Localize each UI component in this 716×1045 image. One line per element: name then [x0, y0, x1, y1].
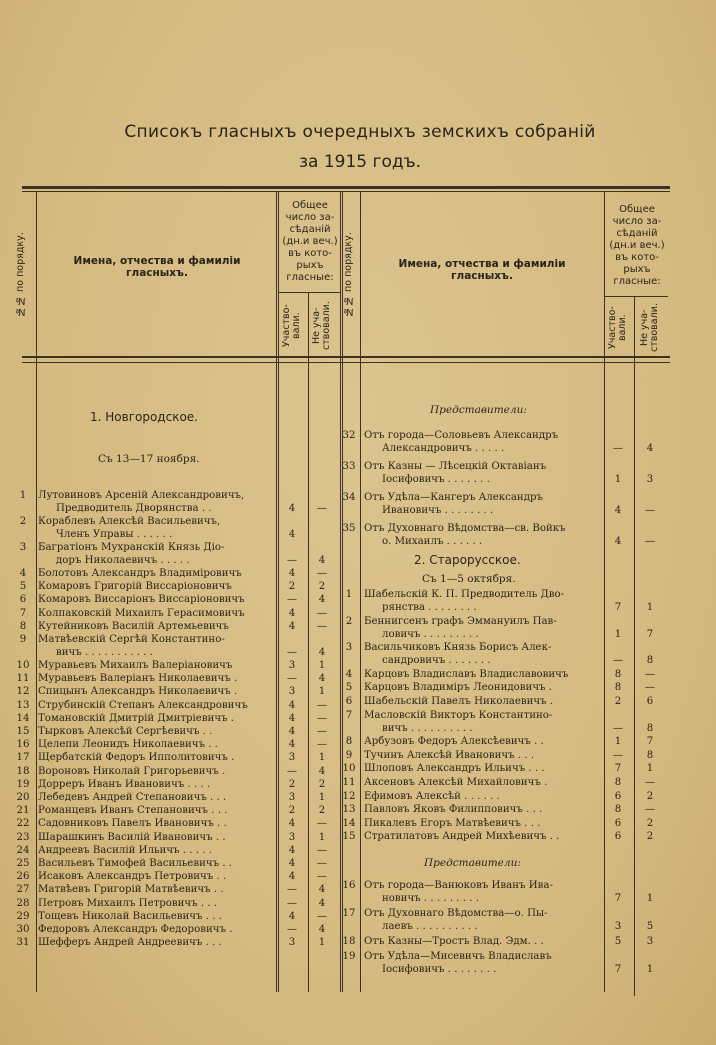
- sessions-attended: 7: [614, 964, 622, 975]
- sessions-attended: —: [286, 594, 298, 606]
- member-name: Ефимовъ Алексѣй . . . . . .: [364, 790, 500, 802]
- sessions-missed: 4: [318, 765, 326, 777]
- row-number: 18: [342, 936, 356, 947]
- sessions-attended: 3: [288, 831, 296, 843]
- member-name-continued: Предводитель Дворянства . .: [56, 502, 212, 514]
- member-name-continued: Ивановичъ . . . . . . . .: [382, 505, 494, 516]
- row-number: 24: [16, 844, 30, 856]
- sessions-attended: —: [286, 673, 298, 685]
- row-number: 22: [16, 818, 30, 830]
- row-number: 4: [345, 668, 353, 680]
- sessions-attended: 4: [288, 844, 296, 856]
- member-name: Пикалевъ Егоръ Матвѣевичъ . . .: [364, 817, 541, 829]
- sessions-missed: —: [316, 818, 328, 830]
- row-number: 17: [342, 908, 356, 919]
- member-name: Тырковъ Алексѣй Сергѣевичъ . .: [38, 726, 213, 737]
- sessions-missed: 1: [318, 686, 326, 698]
- sessions-attended: 4: [288, 607, 296, 619]
- row-number: 35: [342, 523, 356, 534]
- sessions-attended: 3: [288, 660, 296, 671]
- sessions-missed: 2: [646, 790, 654, 802]
- member-name-continued: ловичъ . . . . . . . . .: [382, 628, 479, 640]
- sessions-missed: 1: [646, 602, 654, 613]
- sessions-attended: —: [286, 897, 298, 909]
- sessions-attended: 2: [288, 581, 296, 593]
- sessions-missed: 4: [318, 897, 326, 909]
- row-number: 1: [19, 490, 27, 501]
- sessions-missed: 1: [318, 752, 326, 764]
- sessions-attended: 2: [614, 696, 622, 707]
- row-number: 5: [19, 581, 27, 593]
- row-number: 17: [16, 752, 30, 764]
- member-name-continued: сандровичъ . . . . . . .: [382, 655, 491, 667]
- table-header-rule-thin: [22, 362, 670, 363]
- row-number: 16: [342, 880, 356, 891]
- sessions-missed: 1: [646, 893, 654, 904]
- sessions-attended: 4: [288, 620, 296, 632]
- member-name: Комаровъ Григорій Виссаріоновичъ: [38, 581, 232, 593]
- row-number: 7: [345, 709, 353, 721]
- sessions-missed: 7: [646, 628, 654, 640]
- row-number: 19: [342, 951, 356, 962]
- sessions-attended: 2: [288, 778, 296, 790]
- member-name-continued: вичъ . . . . . . . . . .: [382, 722, 473, 734]
- sessions-attended: 4: [288, 699, 296, 711]
- member-name: Стратилатовъ Андрей Михѣевичъ . .: [364, 831, 560, 843]
- sessions-missed: —: [644, 777, 656, 788]
- section-starorusskoe-heading: 2. Старорусское.: [414, 553, 521, 567]
- member-name: Струбинскій Степанъ Александровичъ: [38, 699, 248, 711]
- row-number: 15: [342, 831, 356, 843]
- sessions-missed: 4: [318, 646, 326, 658]
- member-name-continued: Іосифовичъ . . . . . . . .: [382, 964, 497, 975]
- row-number: 30: [16, 924, 30, 935]
- sessions-attended: 3: [614, 921, 622, 932]
- row-number: 14: [16, 712, 30, 724]
- row-number: 11: [16, 673, 30, 685]
- row-number: 21: [16, 805, 30, 817]
- member-name: Петровъ Михаилъ Петровичъ . . .: [38, 897, 218, 909]
- row-number: 10: [16, 660, 30, 671]
- right-col-divider-3: [634, 296, 635, 996]
- member-name: Шефферъ Андрей Андреевичъ . . .: [38, 937, 222, 949]
- sessions-missed: 2: [318, 581, 326, 593]
- sessions-attended: 8: [614, 668, 622, 680]
- member-name: Карцовъ Владиміръ Леонидовичъ .: [364, 682, 553, 694]
- member-name-continued: рянства . . . . . . . .: [382, 602, 477, 613]
- sessions-missed: 4: [318, 673, 326, 685]
- sessions-missed: 2: [318, 778, 326, 790]
- row-number: 34: [342, 492, 356, 503]
- right-col-took-header: Участво-вали.: [607, 306, 628, 350]
- left-col-divider-2b: [278, 192, 279, 992]
- member-name-continued: Іосифовичъ . . . . . . .: [382, 474, 490, 485]
- left-col-names-header: Имена, отчества и фамиліи гласныхъ.: [73, 255, 241, 279]
- row-number: 31: [16, 937, 30, 949]
- row-number: 4: [19, 568, 27, 579]
- sessions-missed: 8: [646, 749, 654, 761]
- left-col-took-header: Участво-вали.: [281, 304, 302, 348]
- sessions-attended: 4: [288, 818, 296, 830]
- row-number: 28: [16, 897, 30, 909]
- sessions-missed: —: [316, 712, 328, 724]
- row-number: 33: [342, 461, 356, 472]
- sessions-attended: 4: [288, 858, 296, 869]
- page-title: Списокъ гласныхъ очередныхъ земскихъ собраній: [124, 122, 596, 142]
- member-name: Кораблевъ Алексѣй Васильевичъ,: [38, 516, 221, 527]
- sessions-attended: —: [612, 443, 624, 454]
- sessions-attended: 6: [614, 817, 622, 829]
- left-col-number-header: №№ по порядку.: [15, 232, 26, 318]
- sessions-missed: —: [316, 858, 328, 869]
- sessions-attended: 8: [614, 804, 622, 816]
- sessions-missed: —: [316, 844, 328, 856]
- sessions-attended: 3: [288, 792, 296, 803]
- sessions-missed: —: [316, 502, 328, 514]
- row-number: 32: [342, 430, 356, 441]
- member-name: Спицынъ Александръ Николаевичъ .: [38, 686, 238, 698]
- row-number: 27: [16, 884, 30, 896]
- member-name: Отъ Удѣла—Мисевичъ Владиславъ: [364, 951, 552, 962]
- row-number: 8: [19, 620, 27, 632]
- row-number: 20: [16, 792, 30, 803]
- member-name-continued: Александровичъ . . . . .: [382, 443, 505, 454]
- sessions-missed: 3: [646, 474, 654, 485]
- right-col-not-header: Не уча-ствовали.: [639, 303, 660, 353]
- left-col-total-header: Общее число за-сѣданій (дн.и веч.) въ кото-рыхъ гласные:: [282, 200, 338, 283]
- member-name-continued: Членъ Управы . . . . . .: [56, 528, 173, 540]
- sessions-attended: 1: [614, 474, 622, 485]
- member-name: Шабельскій К. П. Предводитель Дво-: [364, 589, 565, 600]
- sessions-attended: 6: [614, 831, 622, 843]
- member-name: Отъ Духовнаго Вѣдомства—св. Войкъ: [364, 523, 566, 534]
- member-name: Отъ Казны — Лѣсецкій Октавіанъ: [364, 461, 547, 472]
- sessions-missed: 2: [646, 831, 654, 843]
- member-name: Шарашкинъ Василій Ивановичъ . .: [38, 831, 226, 843]
- sessions-attended: 4: [288, 712, 296, 724]
- sessions-attended: 4: [614, 505, 622, 516]
- member-name: Андреевъ Василій Ильичъ . . . . .: [38, 844, 212, 856]
- sessions-missed: 4: [318, 884, 326, 896]
- member-name: Муравьевъ Валеріанъ Николаевичъ .: [38, 673, 238, 685]
- sessions-missed: 2: [646, 817, 654, 829]
- sessions-missed: 8: [646, 655, 654, 667]
- row-number: 7: [19, 607, 27, 619]
- sessions-missed: 1: [646, 964, 654, 975]
- member-name: Васильчиковъ Князь Борисъ Алек-: [364, 642, 552, 654]
- sessions-missed: 4: [318, 924, 326, 935]
- sessions-missed: —: [644, 536, 656, 547]
- member-name-continued: лаевъ . . . . . . . . . .: [382, 921, 478, 932]
- sessions-missed: —: [316, 607, 328, 619]
- sessions-attended: —: [286, 924, 298, 935]
- row-number: 5: [345, 682, 353, 694]
- sessions-missed: 8: [646, 722, 654, 734]
- member-name: Комаровъ Виссаріонъ Виссаріоновичъ: [38, 594, 245, 606]
- left-subheader-rule: [278, 292, 340, 293]
- sessions-attended: 4: [288, 528, 296, 540]
- sessions-missed: 6: [646, 696, 654, 707]
- right-col-divider-1: [360, 192, 361, 992]
- member-name: Дорреръ Иванъ Ивановичъ . . . .: [38, 778, 211, 790]
- member-name: Кутейниковъ Василій Артемьевичъ: [38, 620, 229, 632]
- sessions-missed: 7: [646, 736, 654, 748]
- right-subheader-rule: [604, 296, 668, 297]
- member-name: Лебедевъ Андрей Степановичъ . . .: [38, 792, 227, 803]
- row-number: 12: [16, 686, 30, 698]
- sessions-attended: —: [612, 749, 624, 761]
- row-number: 13: [342, 804, 356, 816]
- row-number: 2: [19, 516, 27, 527]
- member-name: Тощевъ Николай Васильевичъ . . .: [38, 910, 222, 922]
- sessions-missed: —: [644, 682, 656, 694]
- sessions-attended: —: [612, 722, 624, 734]
- sessions-missed: —: [316, 739, 328, 751]
- table-top-rule-thin: [22, 191, 670, 192]
- right-col-total-header: Общее число за-сѣданій (дн.и веч.) въ кото-рыхъ гласные:: [609, 204, 665, 287]
- right-col-names-header: Имена, отчества и фамиліи гласныхъ.: [398, 258, 566, 282]
- member-name: Отъ города—Ванюковъ Иванъ Ива-: [364, 880, 553, 891]
- left-col-not-header: Не уча-ствовали.: [311, 301, 332, 351]
- member-name: Беннигсенъ графъ Эммануилъ Пав-: [364, 615, 557, 627]
- member-name: Вороновъ Николай Григорьевичъ .: [38, 765, 226, 777]
- row-number: 11: [342, 777, 356, 788]
- sessions-missed: 1: [318, 792, 326, 803]
- row-number: 19: [16, 778, 30, 790]
- sessions-attended: 7: [614, 763, 622, 775]
- row-number: 13: [16, 699, 30, 711]
- left-col-divider-1: [36, 192, 37, 992]
- sessions-missed: 3: [646, 936, 654, 947]
- member-name: Отъ Казны—Тростъ Влад. Эдм. . .: [364, 936, 544, 947]
- sessions-attended: 4: [288, 726, 296, 737]
- sessions-missed: 1: [646, 763, 654, 775]
- sessions-attended: 3: [288, 686, 296, 698]
- row-number: 2: [345, 615, 353, 627]
- member-name: Романцевъ Иванъ Степановичъ . . .: [38, 805, 228, 817]
- sessions-missed: —: [316, 871, 328, 883]
- member-name-continued: доръ Николаевичъ . . . . .: [56, 554, 190, 566]
- member-name: Аксеновъ Алексѣй Михайловичъ .: [364, 777, 548, 788]
- member-name: Павловъ Яковъ Филипповичъ . . .: [364, 804, 543, 816]
- sessions-missed: —: [644, 804, 656, 816]
- sessions-attended: —: [286, 884, 298, 896]
- row-number: 6: [345, 696, 353, 707]
- sessions-missed: 1: [318, 831, 326, 843]
- sessions-missed: —: [316, 910, 328, 922]
- section-novgorod-dates: Съ 13—17 ноября.: [98, 453, 200, 465]
- table-header-rule: [22, 356, 670, 358]
- sessions-attended: 8: [614, 777, 622, 788]
- representatives-heading-1: Представители:: [430, 404, 527, 416]
- sessions-attended: 1: [614, 628, 622, 640]
- sessions-missed: —: [316, 620, 328, 632]
- row-number: 8: [345, 736, 353, 748]
- row-number: 29: [16, 910, 30, 922]
- member-name: Садовниковъ Павелъ Ивановичъ . .: [38, 818, 227, 830]
- sessions-attended: 4: [288, 502, 296, 514]
- sessions-attended: 5: [614, 936, 622, 947]
- member-name: Щербатскій Федоръ Ипполитовичъ .: [38, 752, 235, 764]
- row-number: 9: [19, 634, 27, 645]
- member-name: Целепи Леонидъ Николаевичъ . .: [38, 739, 218, 751]
- row-number: 26: [16, 871, 30, 883]
- sessions-missed: 4: [318, 594, 326, 606]
- sessions-missed: 1: [318, 937, 326, 949]
- row-number: 9: [345, 749, 353, 761]
- member-name-continued: о. Михаилъ . . . . . .: [382, 536, 483, 547]
- member-name: Муравьевъ Михаилъ Валеріановичъ: [38, 660, 233, 671]
- section-novgorod-heading: 1. Новгородское.: [90, 410, 198, 424]
- sessions-missed: —: [316, 568, 328, 579]
- sessions-attended: —: [612, 655, 624, 667]
- member-name: Васильевъ Тимофей Васильевичъ . .: [38, 858, 233, 869]
- sessions-missed: —: [316, 699, 328, 711]
- member-name: Исаковъ Александръ Петровичъ . .: [38, 871, 227, 883]
- section-starorusskoe-dates: Съ 1—5 октября.: [422, 573, 516, 585]
- row-number: 15: [16, 726, 30, 737]
- sessions-attended: 7: [614, 602, 622, 613]
- sessions-missed: 4: [646, 443, 654, 454]
- sessions-attended: 4: [288, 910, 296, 922]
- sessions-missed: 4: [318, 554, 326, 566]
- sessions-attended: 4: [614, 536, 622, 547]
- member-name: Тучинъ Алексѣй Ивановичъ . . .: [364, 749, 535, 761]
- sessions-attended: 6: [614, 790, 622, 802]
- row-number: 12: [342, 790, 356, 802]
- sessions-attended: 1: [614, 736, 622, 748]
- row-number: 10: [342, 763, 356, 775]
- member-name: Томановскій Дмитрій Дмитріевичъ .: [38, 712, 235, 724]
- member-name: Карцовъ Владиславъ Владиславовичъ: [364, 668, 569, 680]
- row-number: 6: [19, 594, 27, 606]
- sessions-attended: —: [286, 554, 298, 566]
- member-name: Шлоповъ Александръ Ильичъ . . .: [364, 763, 545, 775]
- row-number: 3: [19, 542, 27, 553]
- sessions-attended: 4: [288, 871, 296, 883]
- sessions-attended: 8: [614, 682, 622, 694]
- sessions-attended: 3: [288, 937, 296, 949]
- member-name: Матвѣевъ Григорій Матвѣевичъ . .: [38, 884, 224, 896]
- representatives-heading-2: Представители:: [424, 857, 521, 869]
- member-name-continued: вичъ . . . . . . . . . . .: [56, 646, 153, 658]
- sessions-attended: 7: [614, 893, 622, 904]
- member-name: Масловскій Викторъ Константино-: [364, 709, 553, 721]
- member-name: Багратіонъ Мухранскій Князь Діо-: [38, 542, 225, 553]
- member-name: Лутовиновъ Арсеній Александровичъ,: [38, 490, 245, 501]
- sessions-missed: 2: [318, 805, 326, 817]
- row-number: 3: [345, 642, 353, 654]
- table-top-rule: [22, 186, 670, 189]
- right-col-number-header: №№ по порядку.: [343, 232, 354, 318]
- sessions-missed: 1: [318, 660, 326, 671]
- right-col-divider-2: [604, 192, 605, 992]
- sessions-attended: —: [286, 765, 298, 777]
- member-name: Болотовъ Александръ Владиміровичъ: [38, 568, 242, 579]
- member-name: Отъ города—Соловьевъ Александръ: [364, 430, 559, 441]
- member-name: Шабельскій Павелъ Николаевичъ .: [364, 696, 554, 707]
- left-col-divider-2: [276, 192, 277, 992]
- row-number: 18: [16, 765, 30, 777]
- sessions-missed: —: [644, 505, 656, 516]
- row-number: 16: [16, 739, 30, 751]
- member-name: Арбузовъ Федоръ Алексѣевичъ . .: [364, 736, 544, 748]
- member-name: Федоровъ Александръ Федоровичъ .: [38, 924, 233, 935]
- sessions-attended: 3: [288, 752, 296, 764]
- member-name: Колпаковскій Михаилъ Герасимовичъ: [38, 607, 245, 619]
- row-number: 23: [16, 831, 30, 843]
- left-col-divider-3: [308, 292, 309, 992]
- row-number: 14: [342, 817, 356, 829]
- sessions-missed: —: [316, 726, 328, 737]
- row-number: 25: [16, 858, 30, 869]
- member-name: Матвѣевскій Сергѣй Константино-: [38, 634, 225, 645]
- member-name: Отъ Удѣла—Кангеръ Александръ: [364, 492, 544, 503]
- member-name-continued: новичъ . . . . . . . . .: [382, 893, 479, 904]
- sessions-missed: —: [644, 668, 656, 680]
- page-subtitle: за 1915 годъ.: [298, 152, 422, 172]
- sessions-attended: 4: [288, 739, 296, 751]
- member-name: Отъ Духовнаго Вѣдомства—о. Пы-: [364, 908, 548, 919]
- sessions-attended: 4: [288, 568, 296, 579]
- sessions-attended: —: [286, 646, 298, 658]
- sessions-attended: 2: [288, 805, 296, 817]
- sessions-missed: 5: [646, 921, 654, 932]
- row-number: 1: [345, 589, 353, 600]
